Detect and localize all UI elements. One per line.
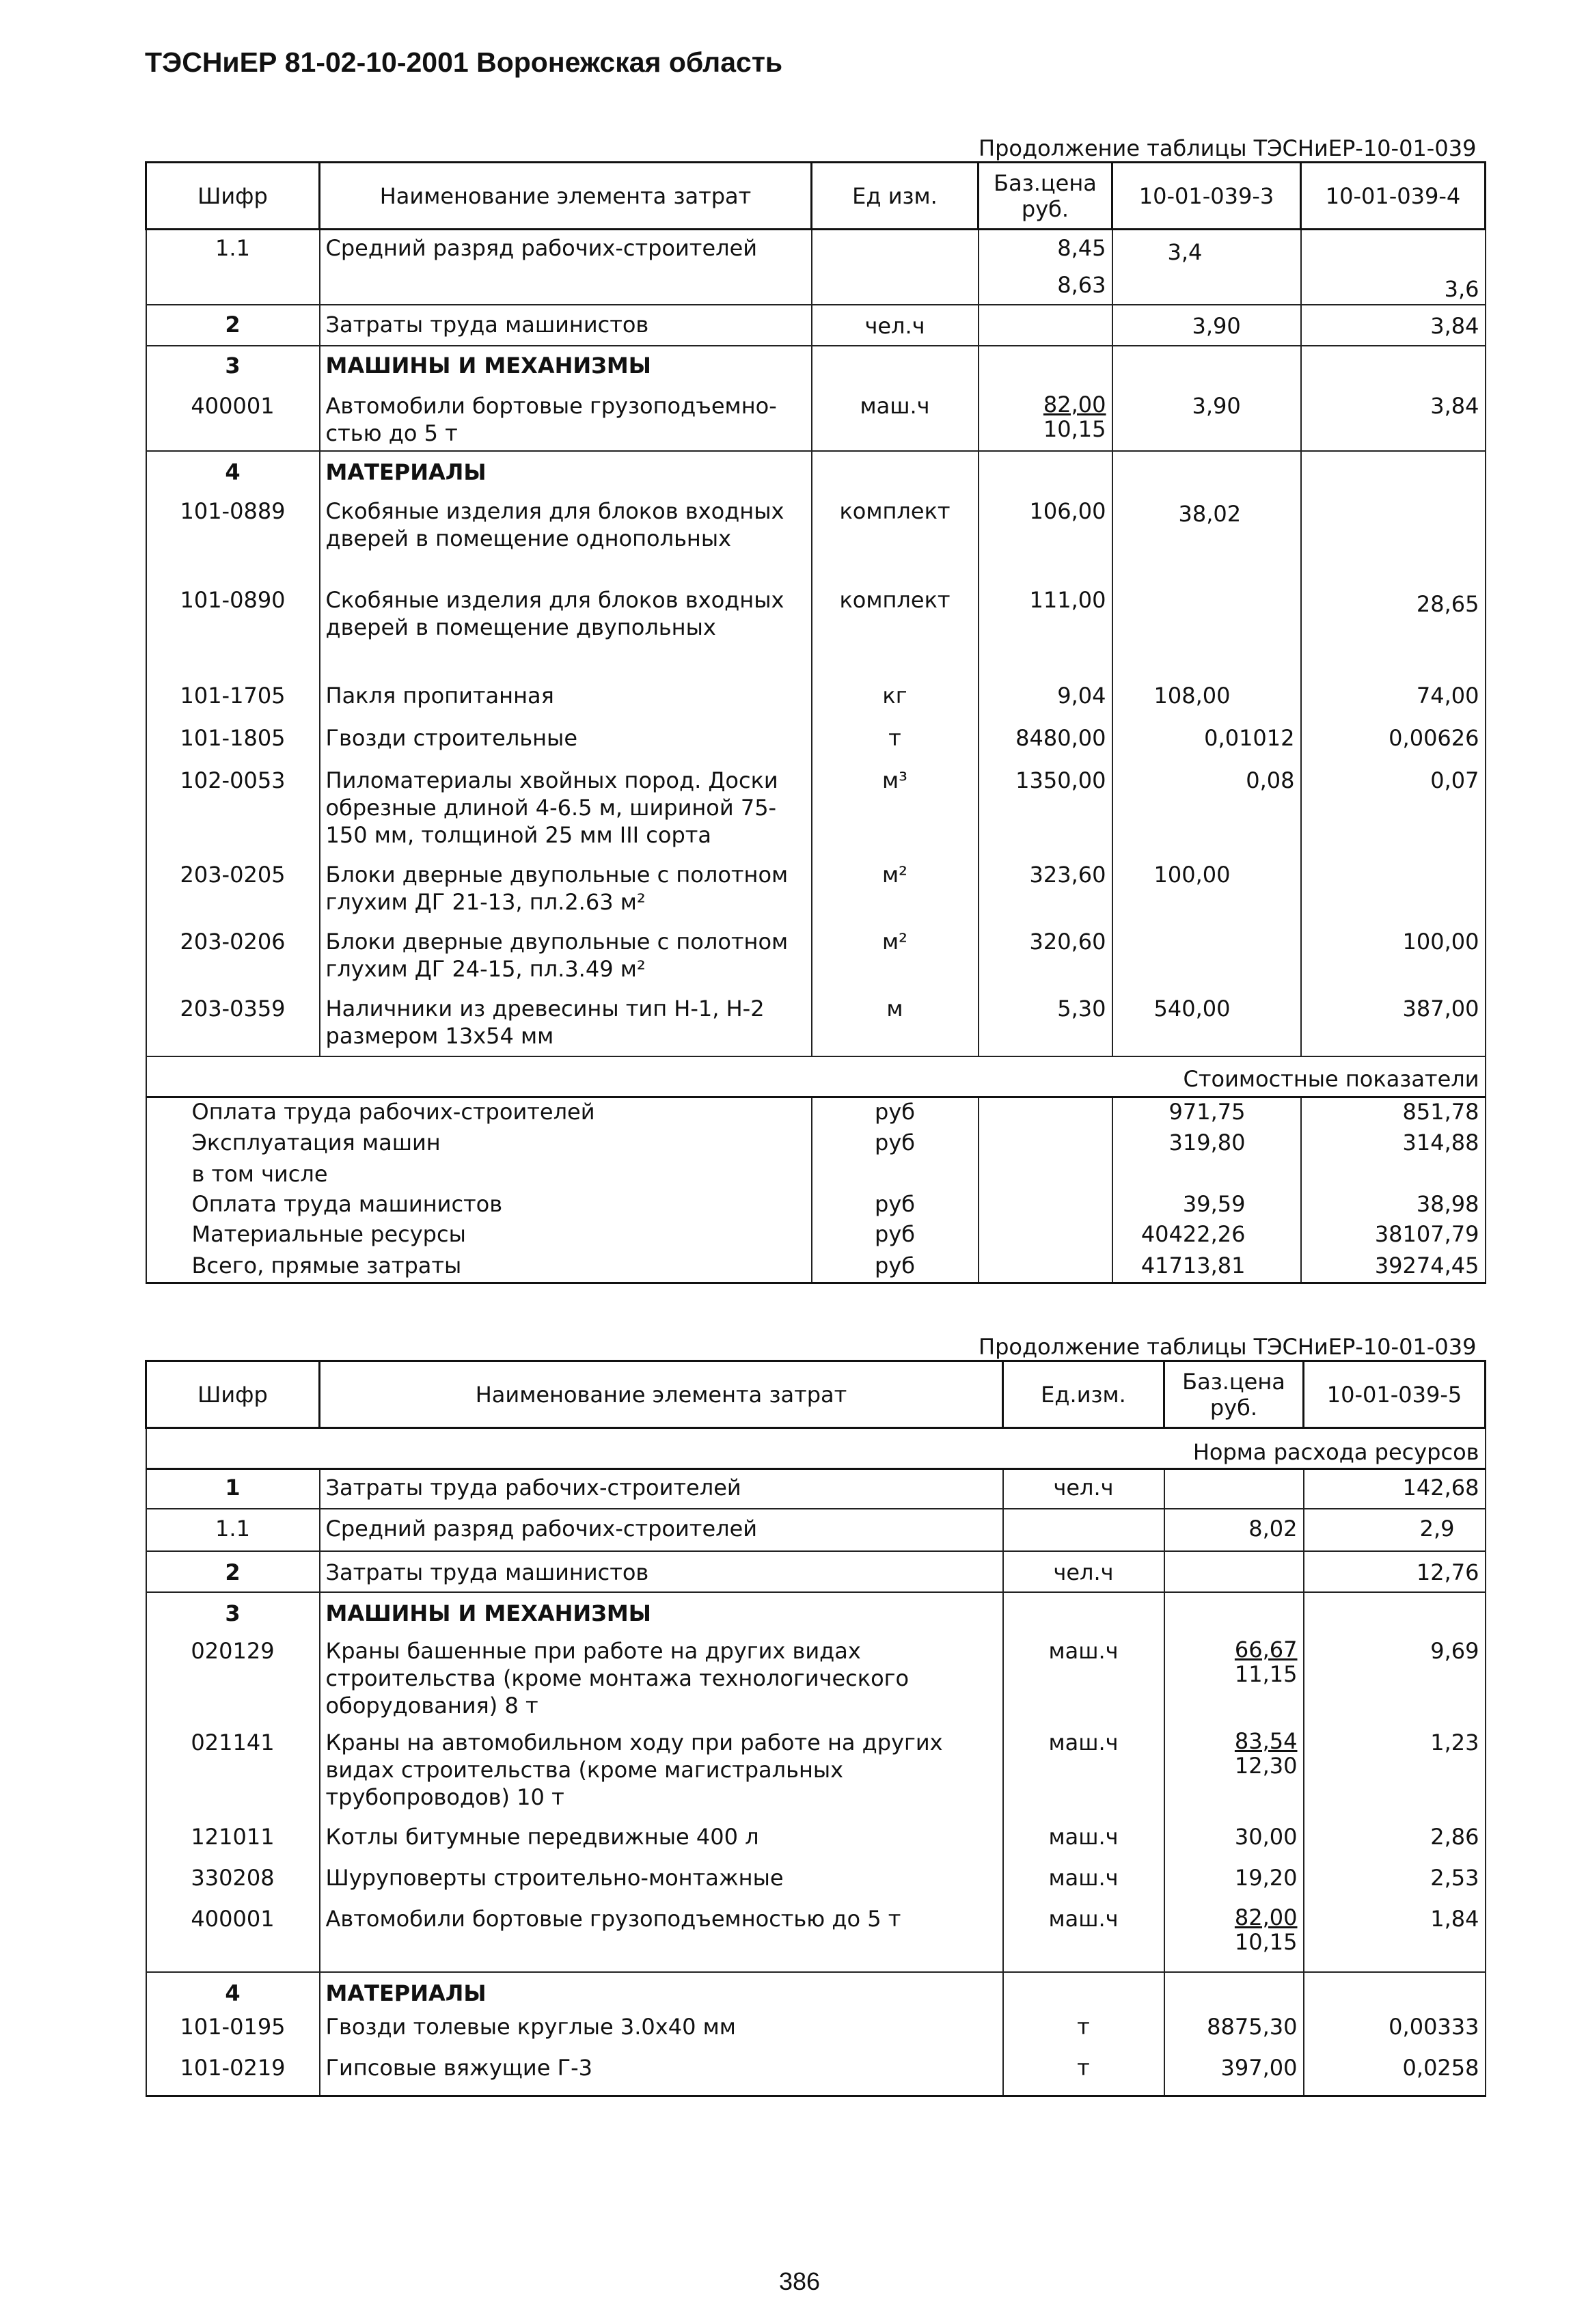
row-unit: комплект (812, 492, 979, 586)
price-top: 82,00 (1043, 391, 1106, 418)
row-name: Затраты труда рабочих-строителей (320, 1469, 1003, 1509)
row-code: 2 (146, 1551, 320, 1592)
row-unit: маш.ч (1003, 1729, 1164, 1823)
row-value-3 (1112, 586, 1301, 682)
row-code: 203-0359 (146, 995, 320, 1056)
row-name: Блоки дверные двупольные с полотном глухим ДГ 21-13, пл.2.63 м² (320, 861, 812, 928)
row-name: Скобяные изделия для блоков входных дверей в помещение двупольных (320, 586, 812, 682)
table-row (146, 861, 1486, 928)
table-row (146, 1864, 1486, 1905)
table1-continuation-label: Продолжение таблицы ТЭСНиЕР-10-01-039 (979, 135, 1477, 161)
row-name: Гипсовые вяжущие Г-3 (320, 2054, 1003, 2096)
section-row (146, 1972, 1486, 2013)
row-value-5: 142,68 (1304, 1469, 1486, 1509)
row-name: Затраты труда машинистов (320, 305, 812, 346)
price-bottom: 10,15 (1234, 1928, 1298, 1955)
cost-value-4: 39274,45 (1301, 1252, 1486, 1283)
cost-row (146, 1129, 1486, 1160)
row-price: 9,04 (979, 682, 1112, 724)
row-unit: т (1003, 2054, 1164, 2096)
page-number: 386 (779, 2267, 821, 2295)
header-name: Наименование элемента затрат (320, 163, 812, 230)
price-top: 82,00 (1234, 1904, 1298, 1930)
header-unit: Ед.изм. (1003, 1361, 1164, 1428)
norm-label: Норма расхода ресурсов (146, 1428, 1486, 1469)
row-name: Затраты труда машинистов (320, 1551, 1003, 1592)
row-value-5: 2,86 (1304, 1823, 1486, 1864)
row-name: Средний разряд рабочих-строителей (320, 230, 812, 305)
row-value-4: 0,00626 (1301, 724, 1486, 767)
price-bottom: 12,30 (1234, 1752, 1298, 1779)
row-value-5: 12,76 (1304, 1551, 1486, 1592)
row-code: 101-0890 (146, 586, 320, 682)
cost-unit: руб (812, 1129, 979, 1160)
row-unit: маш.ч (1003, 1823, 1164, 1864)
row-name: Пакля пропитанная (320, 682, 812, 724)
cost-name: Оплата труда рабочих-строителей (146, 1097, 812, 1129)
row-value-3: 3,90 (1112, 384, 1301, 451)
header-col-4: 10-01-039-4 (1301, 163, 1486, 230)
row-name: Средний разряд рабочих-строителей (320, 1509, 1003, 1551)
cost-value-3: 319,80 (1112, 1129, 1301, 1160)
row-name: Шуруповерты строительно-монтажные (320, 1864, 1003, 1905)
table-row (146, 1823, 1486, 1864)
section-title: МАШИНЫ И МЕХАНИЗМЫ (320, 346, 812, 384)
section-title: МАТЕРИАЛЫ (320, 451, 812, 492)
row-name: Наличники из древесины тип Н-1, Н-2 размером 13х54 мм (320, 995, 812, 1056)
table-row (146, 682, 1486, 724)
row-value-3: 3,90 (1112, 305, 1301, 346)
row-value-4 (1301, 492, 1486, 586)
row-price: 323,60 (979, 861, 1112, 928)
resource-table-1 (145, 161, 1486, 1284)
cost-unit: руб (812, 1220, 979, 1252)
row-code: 101-0195 (146, 2013, 320, 2054)
row-unit: маш.ч (1003, 1633, 1164, 1729)
row-name: Блоки дверные двупольные с полотном глухим ДГ 24-15, пл.3.49 м² (320, 928, 812, 995)
row-code: 101-0219 (146, 2054, 320, 2096)
row-value-5: 0,00333 (1304, 2013, 1486, 2054)
table-row (146, 1633, 1486, 1729)
header-col-5: 10-01-039-5 (1304, 1361, 1486, 1428)
row-value-4: 0,07 (1301, 767, 1486, 861)
cost-row (146, 1190, 1486, 1220)
header-name: Наименование элемента затрат (320, 1361, 1003, 1428)
row-value-4: 28,65 (1301, 586, 1486, 682)
row-unit: т (1003, 2013, 1164, 2054)
row-value-3: 38,02 (1112, 492, 1301, 586)
row-code: 020129 (146, 1633, 320, 1729)
row-value-3: 0,01012 (1112, 724, 1301, 767)
row-value-3: 108,00 (1112, 682, 1301, 724)
row-price (1164, 1729, 1304, 1823)
row-price: 1350,00 (979, 767, 1112, 861)
cost-unit (812, 1160, 979, 1190)
price-bottom: 10,15 (1043, 415, 1106, 442)
cost-value-3: 40422,26 (1112, 1220, 1301, 1252)
norm-header-row (146, 1428, 1486, 1469)
row-code: 330208 (146, 1864, 320, 1905)
row-name: Краны на автомобильном ходу при работе на других видах строительства (кроме магистральных трубопроводов) 10 т (320, 1729, 1003, 1823)
table-row (146, 724, 1486, 767)
header-code: Шифр (146, 1361, 320, 1428)
row-unit: маш.ч (1003, 1905, 1164, 1972)
row-value-5: 2,53 (1304, 1864, 1486, 1905)
table-row (146, 928, 1486, 995)
cost-name: в том числе (146, 1160, 812, 1190)
table-row (146, 2013, 1486, 2054)
row-name: Пиломатериалы хвойных пород. Доски обрезные длиной 4-6.5 м, шириной 75-150 мм, толщиной 25 мм III сорта (320, 767, 812, 861)
header-price: Баз.цена руб. (1164, 1361, 1304, 1428)
cost-unit: руб (812, 1097, 979, 1129)
row-unit: маш.ч (812, 384, 979, 451)
cost-value-4: 38107,79 (1301, 1220, 1486, 1252)
row-value-5: 2,9 (1304, 1509, 1486, 1551)
row-unit: м² (812, 928, 979, 995)
row-price: 397,00 (1164, 2054, 1304, 2096)
price-top: 66,67 (1234, 1636, 1298, 1663)
row-code: 203-0206 (146, 928, 320, 995)
cost-value-3: 39,59 (1112, 1190, 1301, 1220)
row-price (979, 384, 1112, 451)
table-row (146, 492, 1486, 586)
row-price: 320,60 (979, 928, 1112, 995)
header-col-3: 10-01-039-3 (1112, 163, 1301, 230)
row-unit: чел.ч (1003, 1469, 1164, 1509)
cost-unit: руб (812, 1190, 979, 1220)
row-value-3: 100,00 (1112, 861, 1301, 928)
cost-value-3 (1112, 1160, 1301, 1190)
section-code: 3 (146, 346, 320, 384)
section-row (146, 1592, 1486, 1633)
header-unit: Ед изм. (812, 163, 979, 230)
row-price (1164, 1551, 1304, 1592)
row-code: 2 (146, 305, 320, 346)
section-row (146, 346, 1486, 384)
row-price: 8,02 (1164, 1509, 1304, 1551)
row-price (1164, 1633, 1304, 1729)
price-value-2: 8,63 (1057, 272, 1106, 298)
row-name: Автомобили бортовые грузоподъемностью до 5 т (320, 1905, 1003, 1972)
row-value-4: 100,00 (1301, 928, 1486, 995)
section-title: МАТЕРИАЛЫ (320, 1972, 1003, 2013)
row-unit (1003, 1509, 1164, 1551)
row-price (979, 305, 1112, 346)
price-value: 8,45 (1057, 235, 1106, 261)
table-row (146, 1469, 1486, 1509)
price-top: 83,54 (1234, 1727, 1298, 1754)
table-row (146, 586, 1486, 682)
section-row (146, 451, 1486, 492)
row-price: 30,00 (1164, 1823, 1304, 1864)
row-name: Краны башенные при работе на других видах строительства (кроме монтажа технологического оборудования) 8 т (320, 1633, 1003, 1729)
row-name: Скобяные изделия для блоков входных дверей в помещение однопольных (320, 492, 812, 586)
row-name: Котлы битумные передвижные 400 л (320, 1823, 1003, 1864)
row-value-4: 387,00 (1301, 995, 1486, 1056)
table-row (146, 230, 1486, 305)
row-price (979, 230, 1112, 305)
cost-row (146, 1220, 1486, 1252)
row-code: 101-0889 (146, 492, 320, 586)
header-code: Шифр (146, 163, 320, 230)
table-row (146, 995, 1486, 1056)
row-name: Гвозди строительные (320, 724, 812, 767)
row-unit (812, 230, 979, 305)
section-code: 3 (146, 1592, 320, 1633)
row-code: 203-0205 (146, 861, 320, 928)
row-code: 1.1 (146, 230, 320, 305)
row-price: 8875,30 (1164, 2013, 1304, 2054)
row-price (1164, 1905, 1304, 1972)
cost-value-4 (1301, 1160, 1486, 1190)
cost-value-3: 971,75 (1112, 1097, 1301, 1129)
cost-row (146, 1252, 1486, 1283)
section-code: 4 (146, 1972, 320, 2013)
table-row (146, 384, 1486, 451)
row-code: 021141 (146, 1729, 320, 1823)
row-unit: т (812, 724, 979, 767)
price-bottom: 11,15 (1234, 1660, 1298, 1687)
row-code: 102-0053 (146, 767, 320, 861)
row-unit: чел.ч (812, 305, 979, 346)
row-value-4: 3,84 (1301, 384, 1486, 451)
row-code: 1 (146, 1469, 320, 1509)
row-unit: м³ (812, 767, 979, 861)
cost-row (146, 1160, 1486, 1190)
row-price: 19,20 (1164, 1864, 1304, 1905)
row-code: 1.1 (146, 1509, 320, 1551)
row-code: 101-1805 (146, 724, 320, 767)
cost-value-4: 851,78 (1301, 1097, 1486, 1129)
row-price: 5,30 (979, 995, 1112, 1056)
row-unit: чел.ч (1003, 1551, 1164, 1592)
cost-name: Оплата труда машинистов (146, 1190, 812, 1220)
row-name: Гвозди толевые круглые 3.0х40 мм (320, 2013, 1003, 2054)
cost-name: Материальные ресурсы (146, 1220, 812, 1252)
table-row (146, 1509, 1486, 1551)
table-row (146, 1729, 1486, 1823)
row-value-4: 3,84 (1301, 305, 1486, 346)
table-row (146, 305, 1486, 346)
row-value-3 (1112, 928, 1301, 995)
row-value-4 (1301, 861, 1486, 928)
row-code: 400001 (146, 384, 320, 451)
row-price (1164, 1469, 1304, 1509)
table-row (146, 767, 1486, 861)
row-unit: комплект (812, 586, 979, 682)
table-row (146, 1905, 1486, 1972)
table-row (146, 1551, 1486, 1592)
row-code: 101-1705 (146, 682, 320, 724)
row-unit: кг (812, 682, 979, 724)
row-price: 106,00 (979, 492, 1112, 586)
row-code: 400001 (146, 1905, 320, 1972)
row-unit: маш.ч (1003, 1864, 1164, 1905)
cost-indicators-label: Стоимостные показатели (146, 1056, 1486, 1097)
row-value-5: 1,84 (1304, 1905, 1486, 1972)
cost-value-4: 38,98 (1301, 1190, 1486, 1220)
section-code: 4 (146, 451, 320, 492)
cost-name: Всего, прямые затраты (146, 1252, 812, 1283)
row-code: 121011 (146, 1823, 320, 1864)
document-title: ТЭСНиЕР 81-02-10-2001 Воронежская область (145, 46, 783, 78)
row-unit: м² (812, 861, 979, 928)
row-value-3: 3,4 (1112, 230, 1301, 305)
cost-header-row (146, 1056, 1486, 1097)
row-value-4: 3,6 (1301, 230, 1486, 305)
row-value-5: 0,0258 (1304, 2054, 1486, 2096)
cost-value-3: 41713,81 (1112, 1252, 1301, 1283)
cost-row (146, 1097, 1486, 1129)
row-unit: м (812, 995, 979, 1056)
section-title: МАШИНЫ И МЕХАНИЗМЫ (320, 1592, 1003, 1633)
row-value-5: 9,69 (1304, 1633, 1486, 1729)
row-name: Автомобили бортовые грузоподъемно-стью до 5 т (320, 384, 812, 451)
table-row (146, 2054, 1486, 2096)
row-value-5: 1,23 (1304, 1729, 1486, 1823)
cost-value-4: 314,88 (1301, 1129, 1486, 1160)
resource-table-2 (145, 1360, 1486, 2097)
row-price: 8480,00 (979, 724, 1112, 767)
header-price: Баз.цена руб. (979, 163, 1112, 230)
row-value-3: 0,08 (1112, 767, 1301, 861)
row-value-4: 74,00 (1301, 682, 1486, 724)
cost-unit: руб (812, 1252, 979, 1283)
row-value-3: 540,00 (1112, 995, 1301, 1056)
row-price: 111,00 (979, 586, 1112, 682)
table2-continuation-label: Продолжение таблицы ТЭСНиЕР-10-01-039 (979, 1334, 1477, 1360)
cost-name: Эксплуатация машин (146, 1129, 812, 1160)
